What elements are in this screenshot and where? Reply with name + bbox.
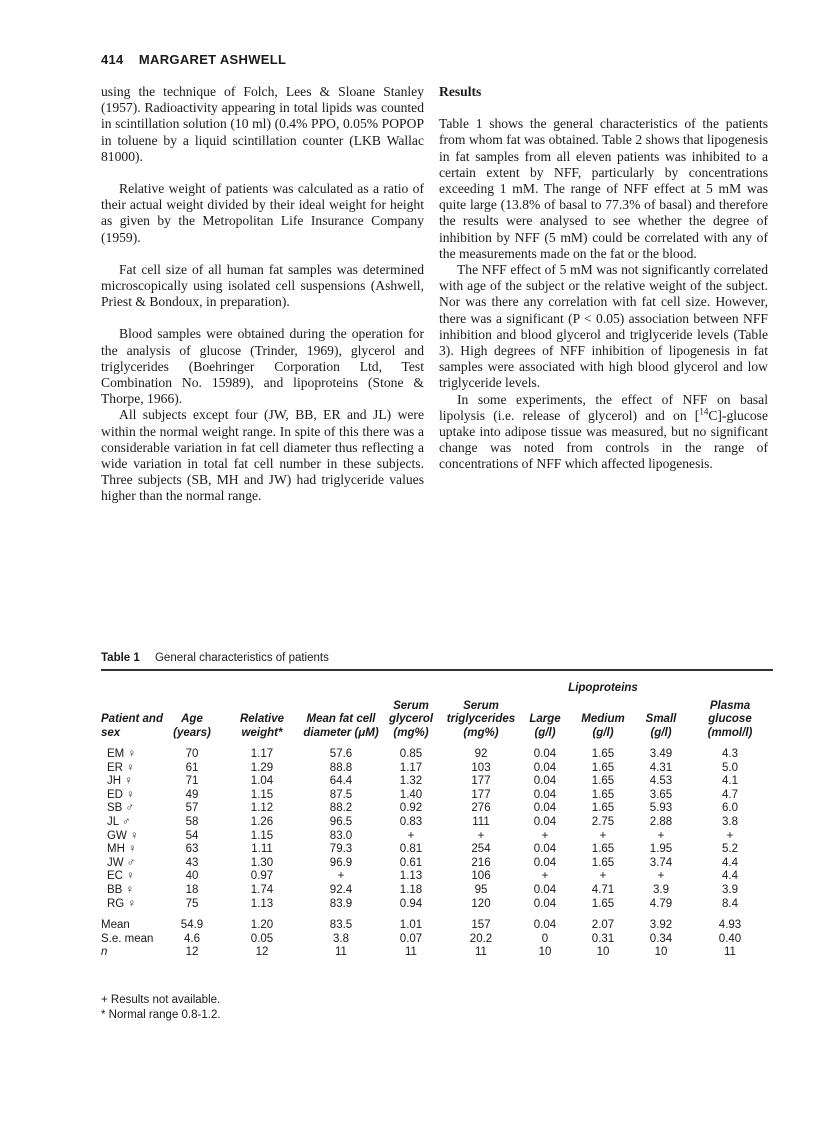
table-cell: 12	[185, 946, 199, 959]
column-header: Plasma glucose (mmol/l)	[707, 699, 753, 739]
table-cell: 177	[471, 775, 491, 788]
table-cell: 11	[335, 946, 347, 959]
running-head	[101, 52, 286, 67]
table-cell: 11	[475, 946, 487, 959]
table-cell: 70	[185, 748, 199, 760]
table-cell: 0.04	[533, 815, 557, 828]
table-cell: 63	[185, 843, 199, 856]
table-row	[101, 789, 773, 803]
table-cell: 0.81	[399, 843, 423, 856]
table-cell: 88.2	[329, 802, 353, 815]
table-cell: 0.97	[250, 870, 274, 883]
table-row	[101, 898, 773, 912]
table-cell: 1.65	[591, 802, 615, 815]
table-cell: 0	[541, 932, 549, 945]
table-cell: 8.4	[722, 897, 738, 910]
table-cell: 4.71	[591, 883, 615, 896]
table-cell: 5.2	[722, 843, 738, 856]
column-header: Large (g/l)	[529, 713, 561, 739]
patient-id: JW ♂	[107, 856, 136, 869]
table-cell: 2.07	[591, 919, 615, 932]
table-cell: 3.49	[649, 748, 673, 760]
column-header: Relative weight*	[239, 713, 285, 739]
table-cell: 1.95	[649, 843, 673, 856]
table-cell: 1.17	[250, 748, 274, 760]
table-cell: +	[657, 870, 665, 883]
table-number: Table 1	[101, 652, 140, 664]
table-cell: 10	[596, 946, 610, 959]
right-column	[439, 84, 768, 489]
column-header: Mean fat cell diameter (μM)	[303, 713, 379, 739]
table-cell: 64.4	[329, 775, 353, 788]
table-cell: 10	[538, 946, 552, 959]
summary-row	[101, 911, 773, 933]
table-caption	[101, 652, 329, 664]
table-cell: 254	[471, 843, 491, 856]
table-cell: 216	[471, 856, 491, 869]
section-heading-results: Results	[439, 84, 482, 99]
table-cell: 88.8	[329, 761, 353, 774]
patient-id: ED ♀	[107, 788, 135, 801]
table-cell: 0.34	[649, 932, 673, 945]
table-cell: 75	[185, 897, 199, 910]
table-cell: +	[407, 829, 415, 842]
patient-id: EC ♀	[107, 870, 135, 883]
summary-label: S.e. mean	[101, 932, 154, 945]
summary-label: Mean	[101, 919, 130, 932]
table-cell: 120	[471, 897, 491, 910]
table-row	[101, 857, 773, 871]
patient-id: BB ♀	[107, 883, 135, 896]
patient-id: RG ♀	[107, 897, 137, 910]
table-cell: 96.5	[329, 815, 353, 828]
table-cell: +	[477, 829, 485, 842]
table-cell: 0.04	[533, 897, 557, 910]
summary-label: n	[101, 946, 108, 959]
table-cell: 1.65	[591, 748, 615, 760]
table-cell: 0.04	[533, 775, 557, 788]
paragraph-results-2: The NFF effect of 5 mM was not significantly correlated with age of the subject or the relative weight of the subject. Nor was there any correlation with fat cell size. However, there was a significant (P < 0.05) association between NFF inhibition and blood glycerol and triglyceride levels (Table 3). High degrees of NFF inhibition of lipogenesis in fat samples were associated with high blood glycerol and low triglyceride levels.	[439, 262, 768, 391]
patient-id: GW ♀	[107, 829, 139, 842]
table-top-rule	[101, 669, 773, 671]
table-cell: 92	[474, 748, 488, 760]
patient-id: JH ♀	[107, 775, 133, 788]
table-row	[101, 830, 773, 844]
column-header: Serum glycerol (mg%)	[388, 699, 434, 739]
table-cell: 1.65	[591, 761, 615, 774]
table-row	[101, 816, 773, 830]
table-cell: 4.93	[718, 919, 742, 932]
table-cell: 4.31	[649, 761, 673, 774]
table-cell: 3.8	[333, 932, 349, 945]
table-cell: +	[657, 829, 665, 842]
table-cell: 1.30	[250, 856, 274, 869]
table-cell: 96.9	[329, 856, 353, 869]
table-row	[101, 762, 773, 776]
paragraph-blood-samples: Blood samples were obtained during the operation for the analysis of glucose (Trinder, 1969), glycerol and triglycerides (Boehringer Corporation Ltd, Test Combination No. 15989), and lipoproteins (Stone & Thorpe, 1966).	[101, 326, 424, 407]
table-cell: 49	[185, 788, 199, 801]
table-cell: 0.04	[533, 843, 557, 856]
table-cell: 0.31	[591, 932, 615, 945]
paragraph-methods-continued: using the technique of Folch, Lees & Sloane Stanley (1957). Radioactivity appearing in total lipids was counted in scintillation solution (10 ml) (0.4% PPO, 0.05% POPOP in toluene by a liquid scintillation counter (LKB Wallac 81000).	[101, 84, 424, 164]
table-cell: 4.79	[649, 897, 673, 910]
patient-id: JL ♂	[107, 815, 131, 828]
paragraph-subjects: All subjects except four (JW, BB, ER and JL) were within the normal weight range. In spite of this there was a considerable variation in fat cell diameter thus reflecting a wide variation in total fat cell number in these subjects. Three subjects (SB, MH and JW) had triglyceride values higher than the normal range.	[101, 407, 424, 504]
table-cell: 54	[185, 829, 199, 842]
column-header: Serum triglycerides (mg%)	[446, 699, 516, 739]
table-cell: 1.40	[399, 788, 423, 801]
table-cell: 1.13	[399, 870, 423, 883]
table-cell: +	[599, 870, 607, 883]
table-cell: 83.0	[329, 829, 353, 842]
patient-id: SB ♂	[107, 802, 135, 815]
table-cell: 40	[185, 870, 199, 883]
table-cell: 0.85	[399, 748, 423, 760]
table-cell: 0.83	[399, 815, 423, 828]
table-row	[101, 884, 773, 898]
table-row	[101, 775, 773, 789]
table-cell: 1.26	[250, 815, 274, 828]
table-cell: 1.18	[399, 883, 423, 896]
table-cell: 2.88	[649, 815, 673, 828]
table-cell: 1.04	[250, 775, 274, 788]
table-cell: 71	[185, 775, 199, 788]
table-cell: 3.92	[649, 919, 673, 932]
table-cell: 0.05	[250, 932, 274, 945]
footnote-not-available: + Results not available.	[101, 994, 221, 1006]
table-row	[101, 870, 773, 884]
table-cell: 2.75	[591, 815, 615, 828]
table-cell: 3.8	[722, 815, 738, 828]
table-cell: 4.7	[722, 788, 738, 801]
table-cell: 79.3	[329, 843, 353, 856]
table-cell: 1.65	[591, 788, 615, 801]
table-cell: 83.9	[329, 897, 353, 910]
page-number: 414	[101, 52, 124, 67]
table-cell: 0.04	[533, 802, 557, 815]
table-cell: 0.92	[399, 802, 423, 815]
table-cell: +	[337, 870, 345, 883]
table-cell: 1.65	[591, 856, 615, 869]
table-cell: 18	[185, 883, 199, 896]
table-row	[101, 843, 773, 857]
table-cell: 0.04	[533, 919, 557, 932]
left-column	[101, 84, 424, 521]
patient-id: ER ♀	[107, 761, 135, 774]
table-cell: 4.6	[184, 932, 200, 945]
table-cell: 1.15	[250, 829, 274, 842]
table-cell: 0.40	[718, 932, 742, 945]
footnote-normal-range: * Normal range 0.8-1.2.	[101, 1008, 221, 1021]
table-cell: 6.0	[722, 802, 738, 815]
table-cell: 0.04	[533, 788, 557, 801]
table-cell: 1.65	[591, 843, 615, 856]
table-cell: 4.4	[722, 856, 738, 869]
table-body	[101, 748, 773, 960]
table-cell: 1.11	[251, 843, 273, 856]
table-cell: 1.13	[250, 897, 274, 910]
table-cell: 12	[255, 946, 269, 959]
table-cell: 4.53	[649, 775, 673, 788]
table-cell: 1.17	[399, 761, 423, 774]
summary-row	[101, 933, 773, 947]
table-cell: 87.5	[329, 788, 353, 801]
table-cell: +	[726, 829, 734, 842]
table-cell: 54.9	[180, 919, 204, 932]
table-cell: 0.04	[533, 761, 557, 774]
table-cell: 0.94	[399, 897, 423, 910]
table-cell: 4.4	[722, 870, 738, 883]
paragraph-results-1: Table 1 shows the general characteristics of the patients from whom fat was obtained. Table 2 shows that lipogenesis in fat samples from all eleven patients was inhibited to a certain extent by NFF, particularly by concentrations exceeding 1 mM. The range of NFF effect at 5 mM was quite large (13.8% of basal to 77.3% of basal) and therefore the results were analysed to see whether the degree of inhibition by NFF (5 mM) could be correlated with any of the measurements made on the fat or the blood.	[439, 116, 768, 261]
table-cell: 3.65	[649, 788, 673, 801]
table-cell: 11	[405, 946, 417, 959]
table-cell: 1.20	[250, 919, 274, 932]
column-header: Small (g/l)	[645, 713, 677, 739]
table-cell: 0.04	[533, 748, 557, 760]
table-cell: 1.29	[250, 761, 274, 774]
table-header-row	[101, 700, 773, 749]
column-header: Age (years)	[173, 713, 211, 739]
table-cell: 1.65	[591, 775, 615, 788]
table-cell: 57	[185, 802, 199, 815]
paragraph-results-3: In some experiments, the effect of NFF on basal lipolysis (i.e. release of glycerol) and on [$^{14}$C]-glucose uptake into adipose tissue was measured, but no significant change was noted from controls in the range of concentrations of NFF which affected lipogenesis.	[439, 391, 768, 472]
table-row	[101, 802, 773, 816]
table-cell: 10	[654, 946, 668, 959]
table-title: General characteristics of patients	[154, 652, 329, 664]
table-cell: 0.04	[533, 883, 557, 896]
table-cell: 3.9	[722, 883, 738, 896]
summary-row	[101, 946, 773, 960]
table-cell: 1.74	[250, 883, 274, 896]
table-row	[101, 748, 773, 762]
table-cell: 1.32	[399, 775, 423, 788]
table-cell: 4.3	[722, 748, 738, 760]
table-cell: 3.74	[649, 856, 673, 869]
table-cell: 111	[472, 815, 490, 828]
table-cell: 1.12	[250, 802, 274, 815]
patient-characteristics-table	[101, 682, 773, 960]
table-cell: 11	[724, 946, 736, 959]
table-cell: 5.93	[649, 802, 673, 815]
paragraph-relative-weight: Relative weight of patients was calculated as a ratio of their actual weight divided by their ideal weight for height as given by the Metropolitan Life Insurance Company (1959).	[101, 181, 424, 245]
table-cell: 1.15	[250, 788, 274, 801]
lipoproteins-group-header: Lipoproteins	[568, 682, 638, 694]
table-cell: +	[541, 870, 549, 883]
table-cell: 177	[471, 788, 491, 801]
table-cell: 83.5	[329, 919, 353, 932]
table-cell: 43	[185, 856, 199, 869]
table-cell: 106	[471, 870, 491, 883]
table-cell: 95	[474, 883, 488, 896]
table-cell: 57.6	[329, 748, 353, 760]
table-cell: 20.2	[469, 932, 493, 945]
table-cell: 0.04	[533, 856, 557, 869]
table-cell: 103	[471, 761, 491, 774]
table-cell: 61	[185, 761, 199, 774]
table-cell: 4.1	[722, 775, 738, 788]
patient-id: MH ♀	[107, 843, 137, 856]
table-cell: 157	[471, 919, 491, 932]
paragraph-fat-cell-size: Fat cell size of all human fat samples was determined microscopically using isolated cell suspensions (Ashwell, Priest & Bondoux, in preparation).	[101, 261, 424, 310]
column-header: Medium (g/l)	[581, 713, 625, 739]
table-cell: 1.01	[399, 919, 423, 932]
table-cell: 276	[471, 802, 491, 815]
table-cell: 1.65	[591, 897, 615, 910]
table-cell: 0.07	[399, 932, 423, 945]
table-cell: 0.61	[399, 856, 423, 869]
table-cell: 58	[185, 815, 199, 828]
author-name: MARGARET ASHWELL	[138, 52, 287, 67]
table-cell: 3.9	[653, 883, 669, 896]
table-cell: +	[541, 829, 549, 842]
column-header: Patient and sex	[101, 713, 163, 739]
table-cell: 92.4	[329, 883, 353, 896]
table-cell: 5.0	[722, 761, 738, 774]
table-footnotes	[101, 993, 221, 1022]
table-cell: +	[599, 829, 607, 842]
patient-id: EM ♀	[107, 748, 137, 760]
